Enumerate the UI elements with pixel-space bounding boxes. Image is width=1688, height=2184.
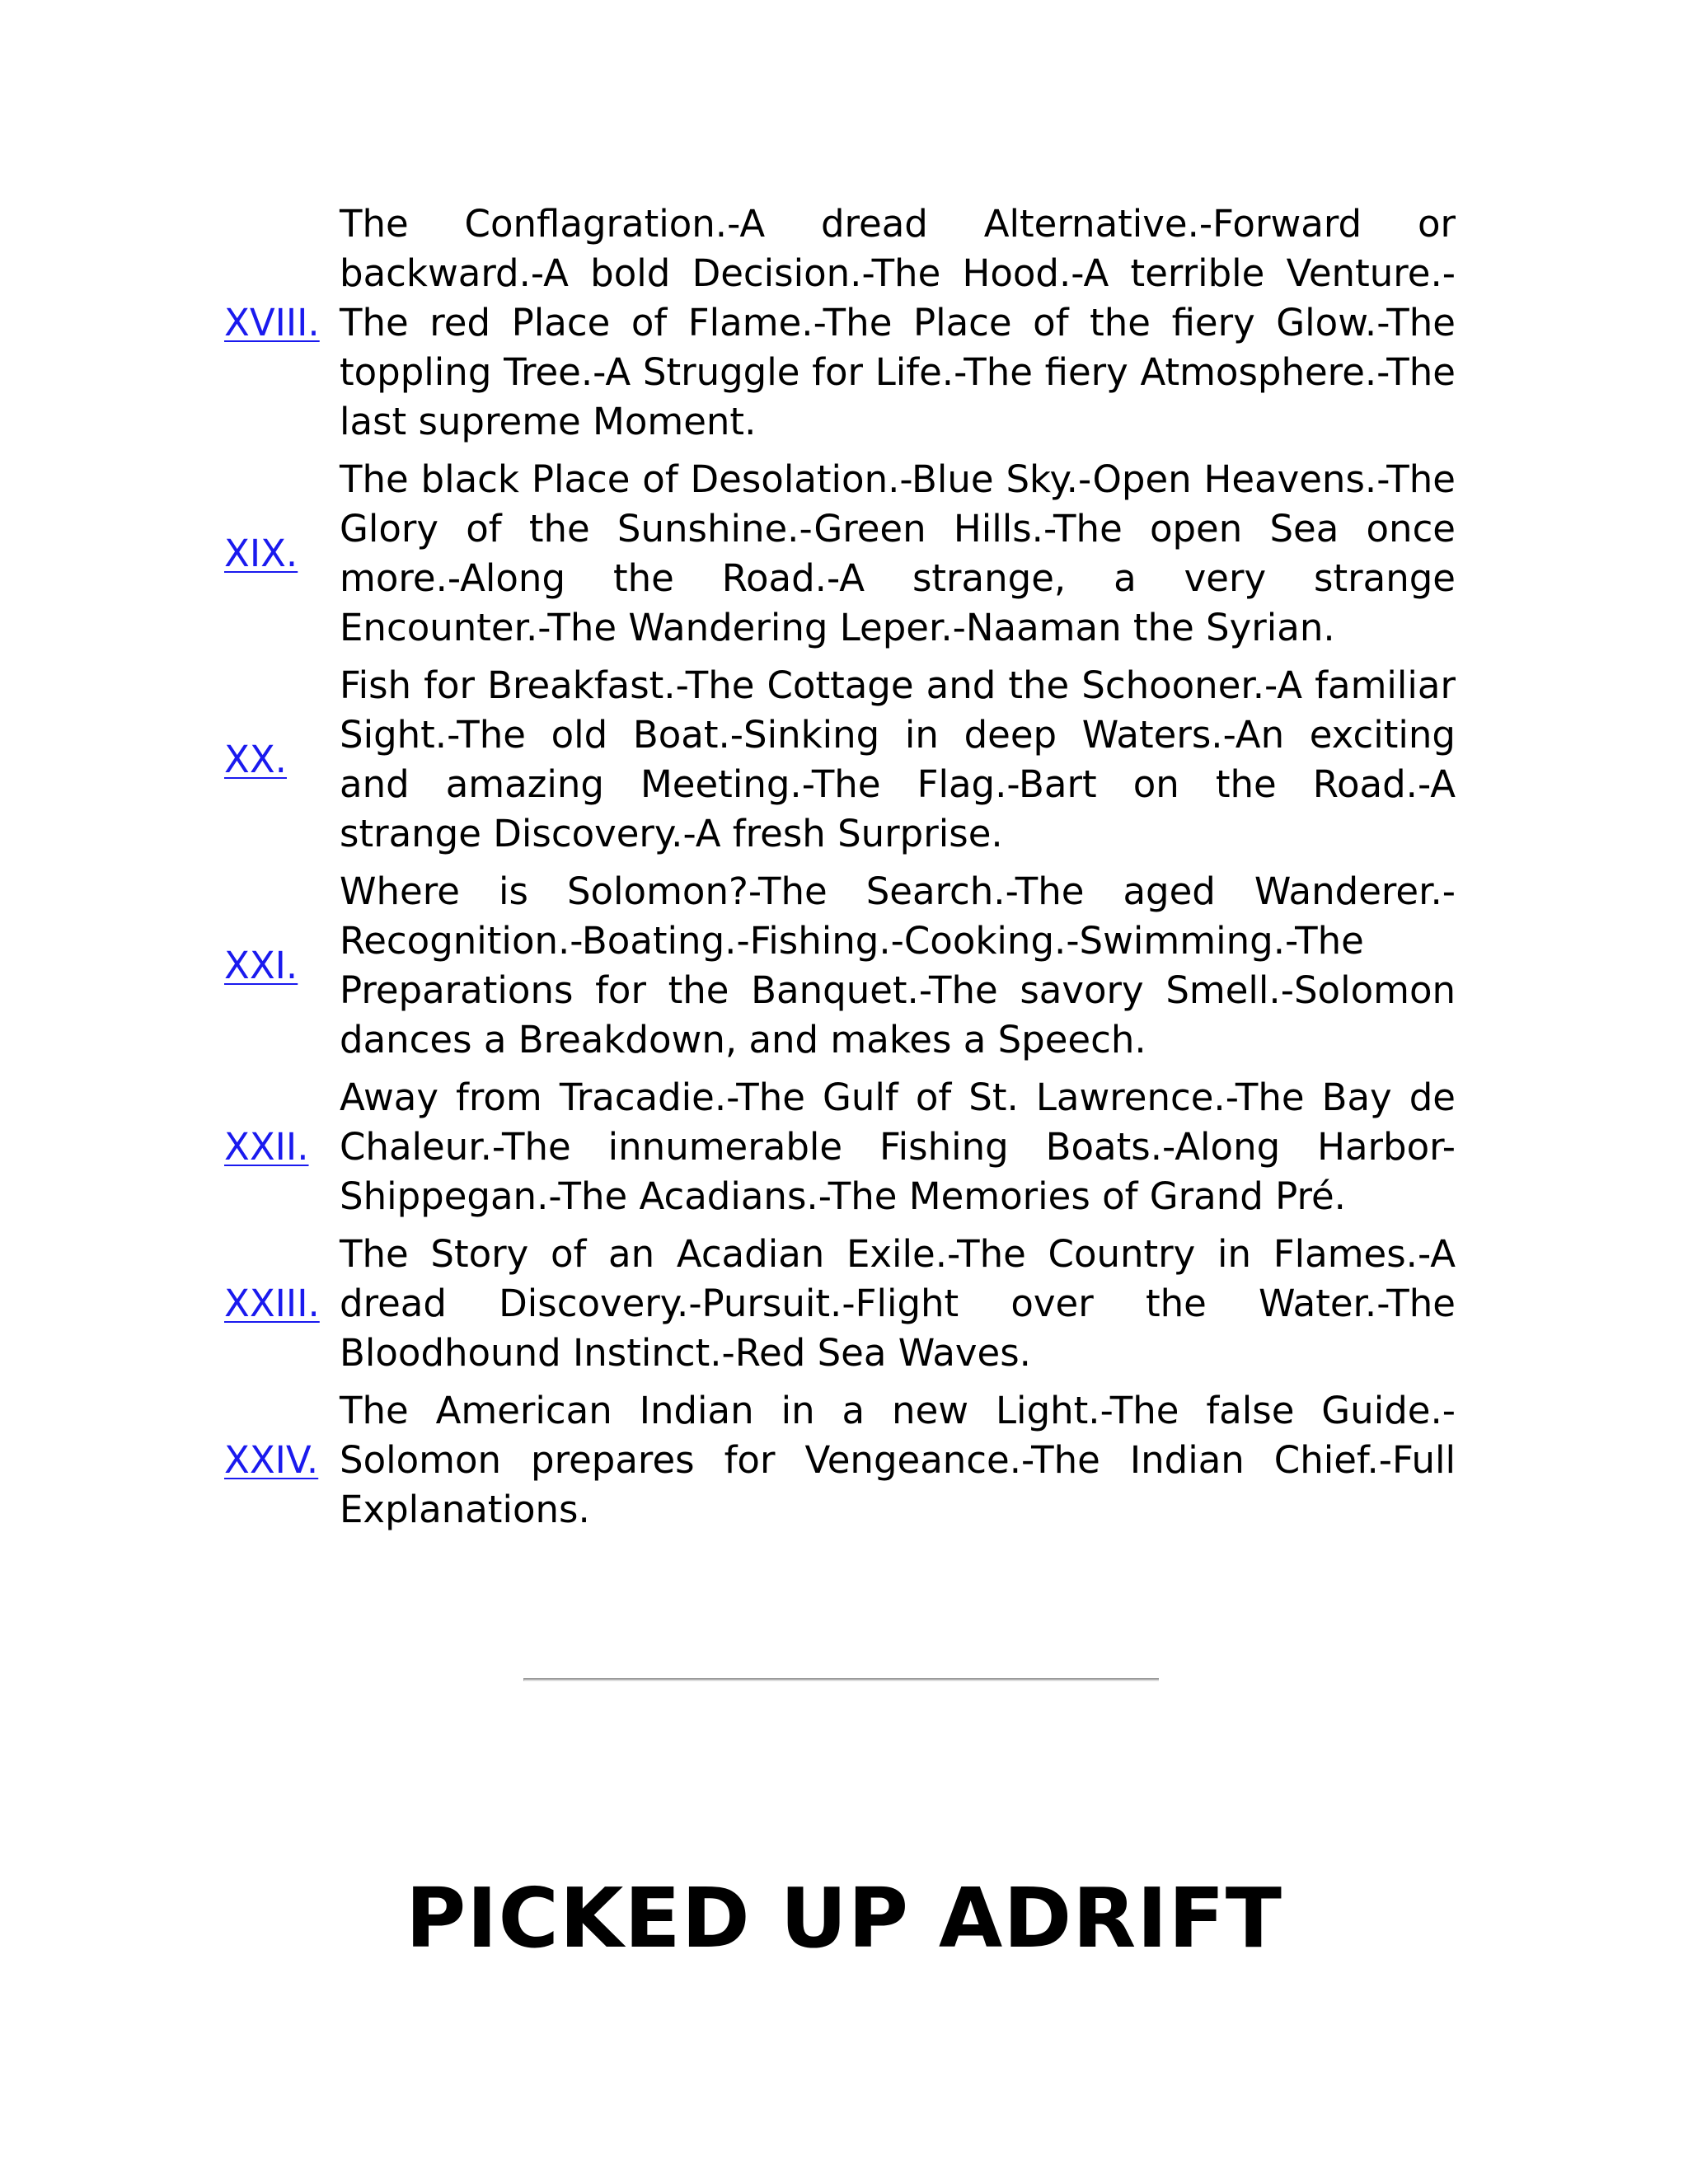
toc-row bbox=[224, 867, 1456, 1073]
horizontal-rule bbox=[523, 1678, 1159, 1681]
chapter-number-cell bbox=[224, 1230, 340, 1386]
chapter-link[interactable]: XXI. bbox=[224, 944, 298, 987]
chapter-summary: The Story of an Acadian Exile.-The Country in Flames.-A dread Discovery.-Pursuit.-Flight over the Water.-The Bloodhound Instinct.-Red Sea Waves. bbox=[340, 1232, 1456, 1375]
toc-row bbox=[224, 1386, 1456, 1543]
chapter-link[interactable]: XVIII. bbox=[224, 301, 320, 344]
chapter-number-cell bbox=[224, 455, 340, 661]
chapter-number-cell bbox=[224, 867, 340, 1073]
chapter-link[interactable]: XXIII. bbox=[224, 1282, 320, 1325]
toc-row bbox=[224, 199, 1456, 455]
toc-row bbox=[224, 661, 1456, 867]
toc-body bbox=[224, 199, 1456, 1543]
toc-row bbox=[224, 455, 1456, 661]
chapter-summary: The black Place of Desolation.-Blue Sky.-Open Heavens.-The Glory of the Sunshine.-Green Hills.-The open Sea once more.-Along the Road.-A strange, a very strange Encounter.-The Wandering Leper.-Naaman the Syrian. bbox=[340, 457, 1456, 649]
chapter-summary: Where is Solomon?-The Search.-The aged Wanderer.- Recognition.-Boating.-Fishing.-Cooking.-Swimming.-The Preparations for the Banquet.-The savory Smell.-Solomon dances a Breakdown, and makes a Speech. bbox=[340, 869, 1456, 1062]
chapter-link[interactable]: XXII. bbox=[224, 1125, 309, 1169]
chapter-link[interactable]: XXIV. bbox=[224, 1438, 319, 1482]
table-of-contents bbox=[224, 199, 1456, 1543]
chapter-summary: The American Indian in a new Light.-The false Guide.-Solomon prepares for Vengeance.-The Indian Chief.-Full Explanations. bbox=[340, 1389, 1456, 1531]
chapter-link[interactable]: XX. bbox=[224, 738, 287, 781]
chapter-number-cell bbox=[224, 661, 340, 867]
chapter-summary: Away from Tracadie.-The Gulf of St. Lawrence.-The Bay de Chaleur.-The innumerable Fishing Boats.-Along Harbor-Shippegan.-The Acadians.-The Memories of Grand Pré. bbox=[340, 1076, 1456, 1218]
chapter-summary: The Conflagration.-A dread Alternative.-Forward or backward.-A bold Decision.-The Hood.-A terrible Venture.-The red Place of Flame.-The Place of the fiery Glow.-The toppling Tree.-A Struggle for Life.-The fiery Atmosphere.-The last supreme Moment. bbox=[340, 202, 1456, 443]
toc-row bbox=[224, 1073, 1456, 1230]
book-title: PICKED UP ADRIFT bbox=[406, 1870, 1282, 1966]
chapter-link[interactable]: XIX. bbox=[224, 532, 298, 575]
chapter-number-cell bbox=[224, 199, 340, 455]
toc-row bbox=[224, 1230, 1456, 1386]
chapter-number-cell bbox=[224, 1386, 340, 1543]
chapter-number-cell bbox=[224, 1073, 340, 1230]
chapter-summary: Fish for Breakfast.-The Cottage and the Schooner.-A familiar Sight.-The old Boat.-Sinking in deep Waters.-An exciting and amazing Meeting.-The Flag.-Bart on the Road.-A strange Discovery.-A fresh Surprise. bbox=[340, 663, 1456, 855]
